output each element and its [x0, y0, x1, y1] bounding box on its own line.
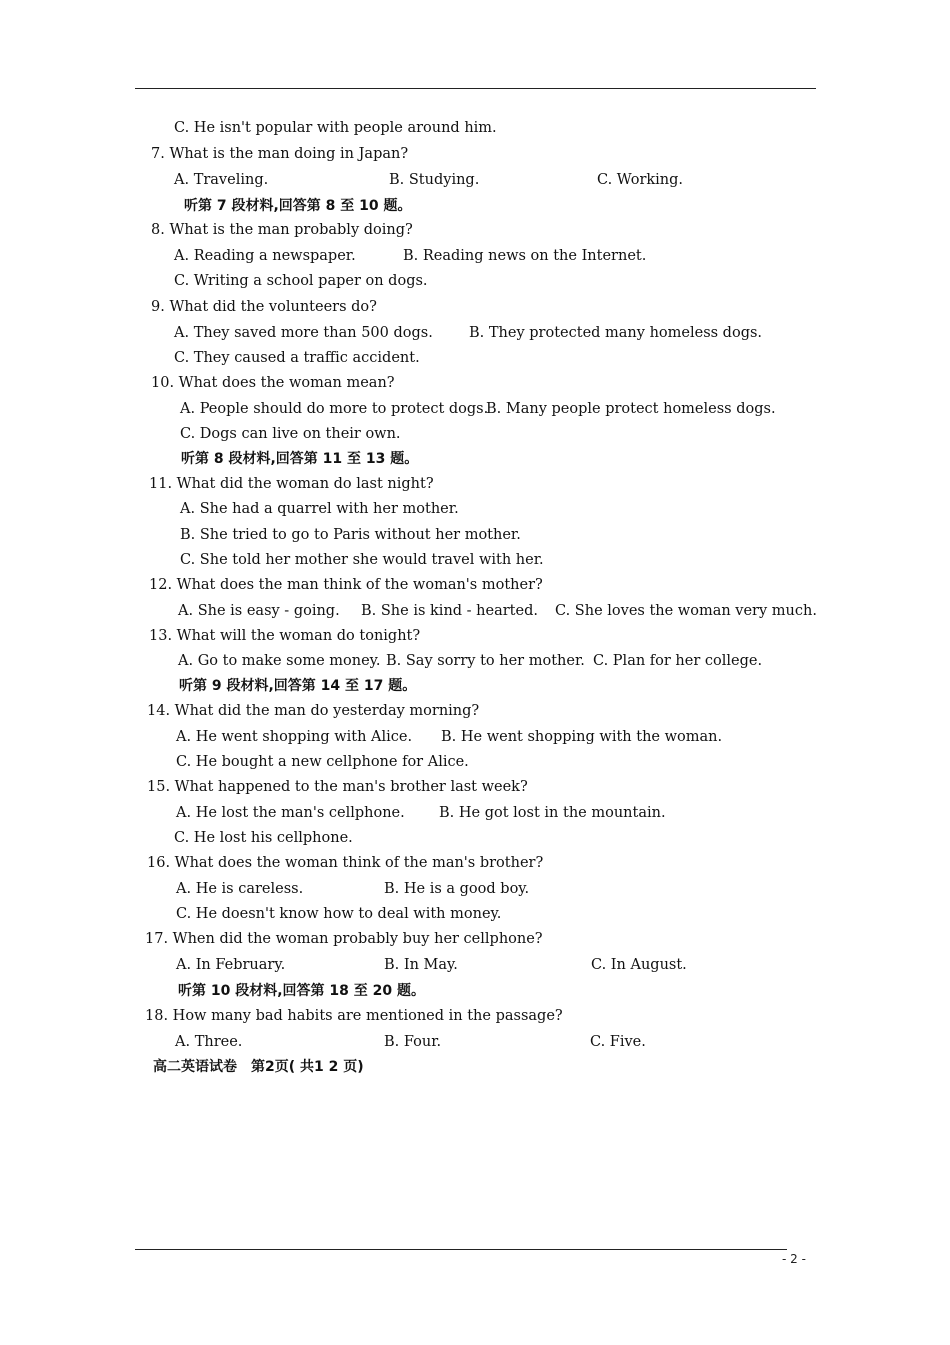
option-8b: B. Reading news on the Internet. — [403, 248, 647, 264]
option-6c: C. He isn't popular with people around him. — [174, 120, 497, 136]
header-rule — [135, 88, 816, 89]
question-15: 15. What happened to the man's brother last week? — [147, 779, 528, 795]
option-17c: C. In August. — [591, 957, 687, 973]
option-14c: C. He bought a new cellphone for Alice. — [176, 754, 469, 770]
section-heading-9: 听第 9 段材料,回答第 14 至 17 题。 — [179, 678, 417, 694]
question-9: 9. What did the volunteers do? — [151, 299, 377, 315]
option-18a: A. Three. — [175, 1034, 243, 1050]
exam-footer: 高二英语试卷 第2页( 共1 2 页) — [153, 1059, 364, 1075]
option-15a: A. He lost the man's cellphone. — [176, 805, 405, 821]
option-11c: C. She told her mother she would travel with her. — [180, 552, 544, 568]
option-9c: C. They caused a traffic accident. — [174, 350, 420, 366]
option-8a: A. Reading a newspaper. — [174, 248, 356, 264]
option-13c: C. Plan for her college. — [593, 653, 763, 669]
option-7b: B. Studying. — [389, 172, 480, 188]
section-heading-8: 听第 8 段材料,回答第 11 至 13 题。 — [181, 451, 419, 467]
option-12a: A. She is easy - going. — [178, 603, 340, 619]
question-10: 10. What does the woman mean? — [151, 375, 395, 391]
option-14b: B. He went shopping with the woman. — [441, 729, 723, 745]
option-7c: C. Working. — [597, 172, 684, 188]
option-12c: C. She loves the woman very much. — [555, 603, 817, 619]
option-15c: C. He lost his cellphone. — [174, 830, 353, 846]
option-18b: B. Four. — [384, 1034, 442, 1050]
question-18: 18. How many bad habits are mentioned in the passage? — [145, 1008, 563, 1024]
question-12: 12. What does the man think of the woman's mother? — [149, 577, 543, 593]
question-16: 16. What does the woman think of the man's brother? — [147, 855, 544, 871]
question-14: 14. What did the man do yesterday morning? — [147, 703, 480, 719]
page-number: - 2 - — [782, 1252, 806, 1266]
option-17b: B. In May. — [384, 957, 458, 973]
section-heading-7: 听第 7 段材料,回答第 8 至 10 题。 — [184, 198, 412, 214]
option-11a: A. She had a quarrel with her mother. — [180, 501, 459, 517]
option-10c: C. Dogs can live on their own. — [180, 426, 401, 442]
option-16c: C. He doesn't know how to deal with money. — [176, 906, 502, 922]
option-16b: B. He is a good boy. — [384, 881, 530, 897]
option-8c: C. Writing a school paper on dogs. — [174, 273, 428, 289]
option-10b: B. Many people protect homeless dogs. — [486, 401, 776, 417]
section-heading-10: 听第 10 段材料,回答第 18 至 20 题。 — [178, 983, 426, 999]
option-9a: A. They saved more than 500 dogs. — [174, 325, 433, 341]
option-7a: A. Traveling. — [174, 172, 269, 188]
option-13a: A. Go to make some money. — [178, 653, 381, 669]
option-12b: B. She is kind - hearted. — [361, 603, 538, 619]
option-13b: B. Say sorry to her mother. — [386, 653, 585, 669]
option-16a: A. He is careless. — [176, 881, 304, 897]
option-14a: A. He went shopping with Alice. — [176, 729, 413, 745]
option-15b: B. He got lost in the mountain. — [439, 805, 666, 821]
option-18c: C. Five. — [590, 1034, 646, 1050]
option-11b: B. She tried to go to Paris without her mother. — [180, 527, 521, 543]
footer-rule — [135, 1249, 787, 1250]
question-17: 17. When did the woman probably buy her cellphone? — [145, 931, 543, 947]
question-11: 11. What did the woman do last night? — [149, 476, 434, 492]
option-9b: B. They protected many homeless dogs. — [469, 325, 763, 341]
question-8: 8. What is the man probably doing? — [151, 222, 413, 238]
question-13: 13. What will the woman do tonight? — [149, 628, 421, 644]
option-17a: A. In February. — [176, 957, 286, 973]
option-10a: A. People should do more to protect dogs. — [180, 401, 489, 417]
question-7: 7. What is the man doing in Japan? — [151, 146, 409, 162]
